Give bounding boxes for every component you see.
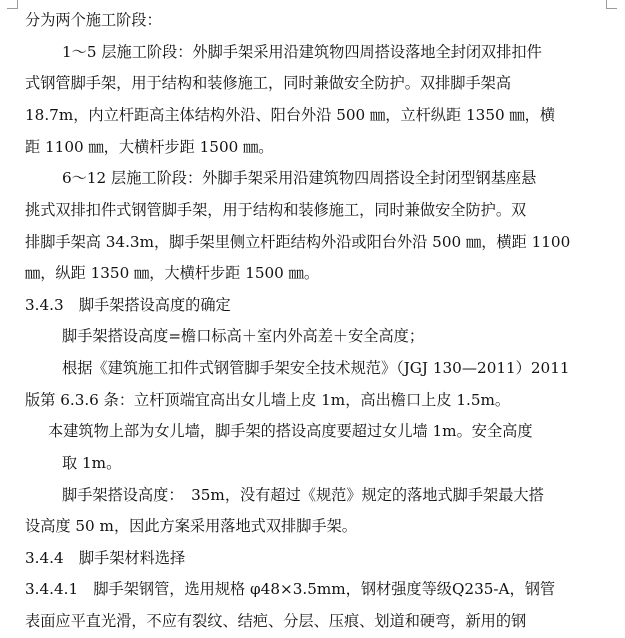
text-line: 本建筑物上部为女儿墙，脚手架的搭设高度要超过女儿墙 1m。安全高度 — [48, 422, 533, 440]
section-heading: 3.4.3 脚手架搭设高度的确定 — [25, 296, 231, 314]
text-line: 挑式双排扣件式钢管脚手架，用于结构和装修施工，同时兼做安全防护。双 — [25, 201, 527, 219]
text-line: 版第 6.3.6 条：立杆顶端宜高出女儿墙上皮 1m，高出檐口上皮 1.5m。 — [25, 391, 511, 409]
text-line: 根据《建筑施工扣件式钢管脚手架安全技术规范》（JGJ 130—2011）2011 — [62, 359, 570, 377]
page-corner-mark-top-left — [7, 0, 18, 9]
text-line: 18.7m，内立杆距高主体结构外沿、阳台外沿 500 ㎜，立杆纵距 1350 ㎜，横 — [25, 106, 556, 124]
text-line: 6～12 层施工阶段：外脚手架采用沿建筑物四周搭设全封闭型钢基座悬 — [62, 169, 537, 187]
subsection-heading: 3.4.4.1 脚手架钢管，选用规格 φ48×3.5mm，钢材强度等级Q235-A，钢管 — [25, 580, 556, 598]
text-line: 取 1m。 — [62, 454, 122, 472]
text-line: 排脚手架高 34.3m，脚手架里侧立杆距结构外沿或阳台外沿 500 ㎜，横距 1100 — [25, 233, 571, 251]
text-line: ㎜，纵距 1350 ㎜，大横杆步距 1500 ㎜。 — [25, 264, 320, 282]
text-line: 1～5 层施工阶段：外脚手架采用沿建筑物四周搭设落地全封闭双排扣件 — [62, 43, 542, 61]
page-corner-mark-top-right — [606, 0, 617, 9]
text-line: 设高度 50 m，因此方案采用落地式双排脚手架。 — [25, 517, 357, 535]
text-line: 距 1100 ㎜，大横杆步距 1500 ㎜。 — [25, 138, 274, 156]
text-line: 表面应平直光滑，不应有裂纹、结疤、分层、压痕、划道和硬弯，新用的钢 — [25, 612, 527, 630]
text-line: 式钢管脚手架，用于结构和装修施工，同时兼做安全防护。双排脚手架高 — [25, 74, 511, 92]
section-heading: 3.4.4 脚手架材料选择 — [25, 549, 186, 567]
text-line: 脚手架搭设高度=檐口标高＋室内外高差＋安全高度； — [62, 327, 425, 345]
text-line: 脚手架搭设高度： 35m，没有超过《规范》规定的落地式脚手架最大搭 — [62, 486, 544, 504]
text-line: 分为两个施工阶段： — [25, 11, 162, 29]
